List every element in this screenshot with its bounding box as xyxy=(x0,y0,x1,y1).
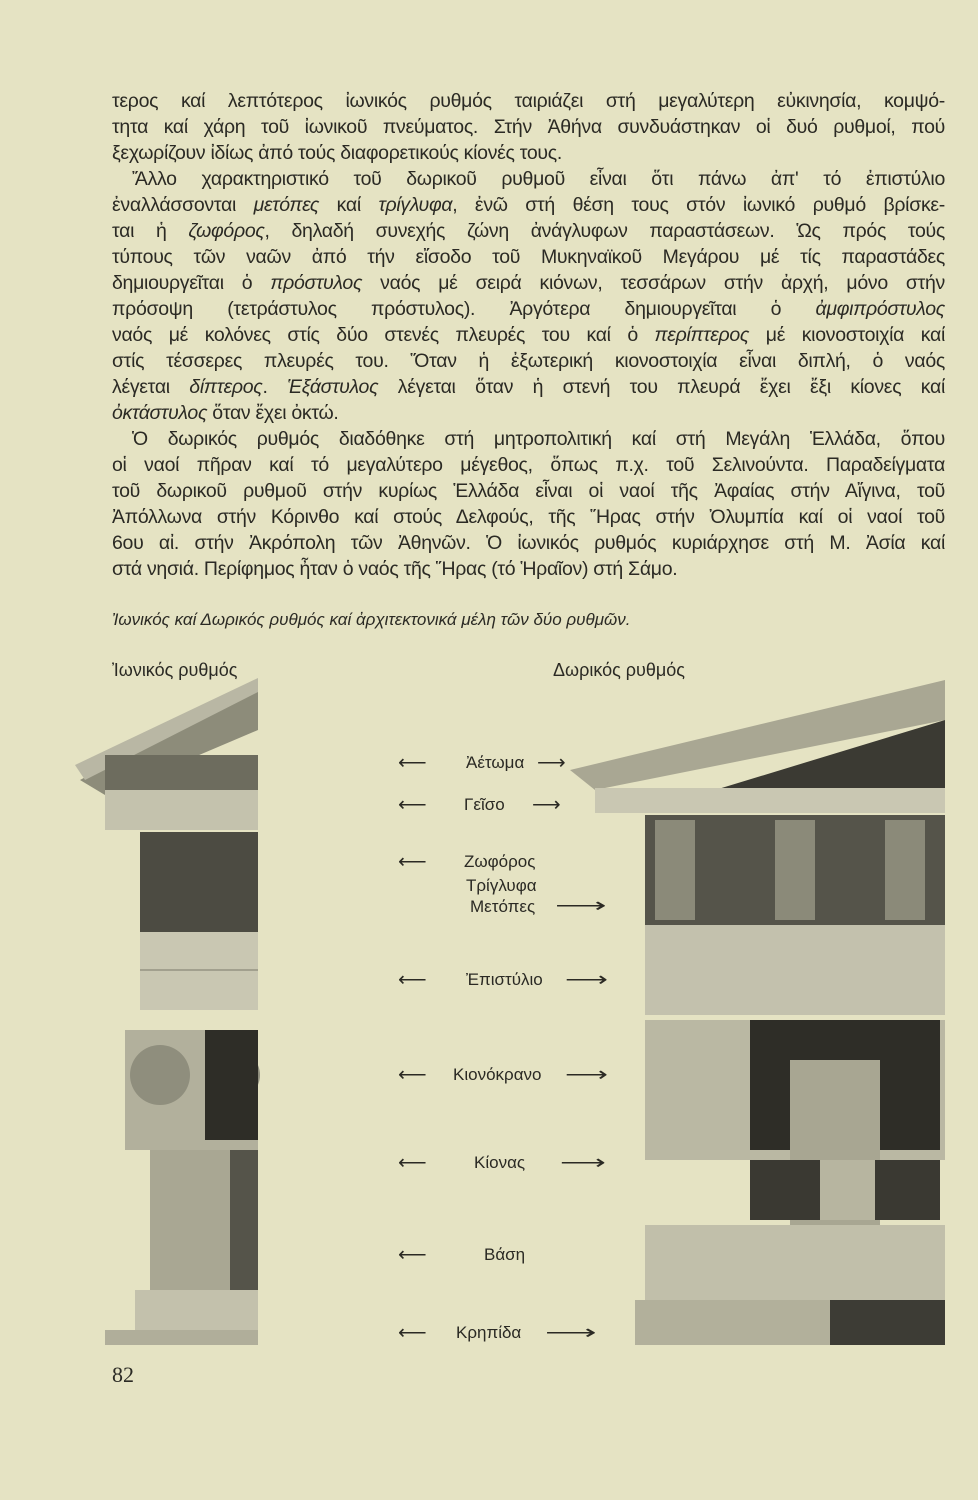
text-segment: μέ κιονοστοιχία καί xyxy=(749,324,945,346)
text-segment: λέγεται xyxy=(112,376,190,398)
text-line xyxy=(112,478,945,504)
text-segment: Ἄλλο χαρακτηριστικό τοῦ δωρικοῦ ρυθμοῦ εἶναι ὅτι πάνω ἀπ' τό ἐπιστύλιο xyxy=(132,168,945,190)
label-text: Ἐπιστύλιο xyxy=(466,970,543,989)
italic-term: περίπτερος xyxy=(654,324,750,346)
label-text: Ζωφόρος xyxy=(464,852,536,871)
ionic-title: Ἰωνικός ρυθμός xyxy=(112,660,238,680)
label-text: Κίονας xyxy=(474,1153,526,1172)
text-segment: τερος καί λεπτότερος ἰωνικός ρυθμός ταιριάζει στή μεγαλύτερη εὐκινησία, κομψό- xyxy=(112,90,945,112)
text-line xyxy=(112,192,945,218)
arrow-right-icon: ⟶ xyxy=(545,1322,597,1344)
arrow-left-icon: ⟵ xyxy=(398,1322,427,1344)
text-line xyxy=(112,296,945,322)
text-segment: τύπους τῶν ναῶν ἀπό τήν εἴσοδο τοῦ Μυκηναϊκοῦ Μεγάρου μέ τίς παραστάδες xyxy=(112,246,945,268)
text-line xyxy=(112,556,945,582)
doric-entablature-image xyxy=(555,680,950,1350)
arrow-right-icon: ⟶ xyxy=(537,752,566,774)
text-line xyxy=(112,374,945,400)
text-segment: καί xyxy=(319,194,379,216)
label-text: Μετόπες xyxy=(470,897,536,916)
italic-term: Ἑξάστυλος xyxy=(287,376,379,398)
text-segment: πρόσοψη (τετράστυλος πρόστυλος). Ἀργότερα δημιουργεῖται ὁ xyxy=(112,298,816,320)
arrow-right-icon: ⟶ xyxy=(532,794,561,816)
label-text: Κιονόκρανο xyxy=(453,1065,542,1084)
italic-term: μετόπες xyxy=(253,194,320,216)
text-segment: ἐναλλάσσονται xyxy=(112,194,254,216)
arrow-left-icon: ⟵ xyxy=(398,969,427,991)
text-segment: τητα καί χάρη τοῦ ἰωνικοῦ πνεύματος. Στήν Ἀθήνα συνδυάστηκαν οἱ δυό ρυθμοί, πού xyxy=(112,116,945,138)
arrow-right-icon: ⟶ xyxy=(555,895,607,917)
arrow-right-icon: ⟶ xyxy=(565,1064,609,1086)
doric-title: Δωρικός ρυθμός xyxy=(553,660,685,680)
text-line xyxy=(112,348,945,374)
text-line xyxy=(112,244,945,270)
text-line xyxy=(112,140,945,166)
label-text: Ἀέτωμα xyxy=(466,753,525,772)
text-segment: στά νησιά. Περίφημος ἦταν ὁ ναός τῆς Ἥρας (τό Ἡραῖον) στή Σάμο. xyxy=(112,558,678,580)
text-segment: 6ου αἰ. στήν Ἀκρόπολη τῶν Ἀθηνῶν. Ὁ ἰωνικός ρυθμός κυριάρχησε στή Μ. Ἀσία καί xyxy=(112,532,945,554)
label-text: Βάση xyxy=(484,1245,526,1264)
text-line xyxy=(112,218,945,244)
text-segment: , ἐνῶ στή θέση τους στόν ἰωνικό ρυθμό βρίσκε- xyxy=(452,194,945,216)
text-line xyxy=(112,88,945,114)
italic-term: τρίγλυφα xyxy=(378,194,453,216)
text-line xyxy=(112,270,945,296)
text-segment: ναός μέ κολόνες στίς δύο στενές πλευρές του καί ὁ xyxy=(112,324,655,346)
arrow-left-icon: ⟵ xyxy=(398,752,427,774)
figure-caption: Ἰωνικός καί Δωρικός ρυθμός καί ἀρχιτεκτονικά μέλη τῶν δύο ρυθμῶν. xyxy=(112,610,631,629)
text-segment: στίς τέσσερες πλευρές του. Ὅταν ἡ ἐξωτερική κιονοστοιχία εἶναι διπλή, ὁ ναός xyxy=(112,350,945,372)
italic-term: δίπτερος xyxy=(189,376,263,398)
text-segment: οἱ ναοί πῆραν καί τό μεγαλύτερο μέγεθος, ὅπως π.χ. τοῦ Σελινούντα. Παραδείγματα xyxy=(112,454,945,476)
arrow-right-icon: ⟶ xyxy=(560,1152,606,1174)
text-line xyxy=(112,530,945,556)
italic-term: ὀκτάστυλος xyxy=(112,402,208,424)
arrow-right-icon: ⟶ xyxy=(565,969,609,991)
arrow-left-icon: ⟵ xyxy=(398,851,427,873)
italic-term: ζωφόρος xyxy=(188,220,265,242)
text-line xyxy=(112,114,945,140)
label-text: Κρηπίδα xyxy=(456,1323,522,1342)
text-line xyxy=(112,322,945,348)
text-segment: ξεχωρίζουν ἰδίως ἀπό τούς διαφορετικούς κίονές τους. xyxy=(112,142,563,164)
italic-term: πρόστυλος xyxy=(270,272,363,294)
text-segment: ται ἡ xyxy=(112,220,189,242)
label-triglyphs: Τρίγλυφα xyxy=(466,876,537,895)
arrow-left-icon: ⟵ xyxy=(398,1244,427,1266)
text-line xyxy=(112,504,945,530)
arrow-left-icon: ⟵ xyxy=(398,1152,427,1174)
text-line xyxy=(112,400,945,426)
text-segment: λέγεται ὅταν ἡ στενή του πλευρά ἔχει ἔξι κίονες καί xyxy=(378,376,945,398)
text-segment: δημιουργεῖται ὁ xyxy=(112,272,271,294)
ionic-entablature-image xyxy=(75,670,265,1350)
page-number: 82 xyxy=(112,1362,134,1387)
text-line xyxy=(132,426,945,452)
text-segment: ναός μέ σειρά κιόνων, τεσσάρων στήν ἀρχή, μόνο στήν xyxy=(362,272,945,294)
text-segment: Ἀπόλλωνα στήν Κόρινθο καί στούς Δελφούς, τῆς Ἥρας στήν Ὀλυμπία καί οἱ ναοί τοῦ xyxy=(112,506,945,528)
text-line xyxy=(132,166,945,192)
arrow-left-icon: ⟵ xyxy=(398,794,427,816)
text-line xyxy=(112,452,945,478)
arrow-left-icon: ⟵ xyxy=(398,1064,427,1086)
text-segment: , δηλαδή συνεχής ζώνη ἀνάγλυφων παραστάσεων. Ὡς πρός τούς xyxy=(264,220,945,242)
italic-term: ἀμφιπρόστυλος xyxy=(815,298,945,320)
label-text: Γεῖσο xyxy=(464,795,505,814)
text-segment: . xyxy=(262,376,288,398)
text-segment: ὅταν ἔχει ὀκτώ. xyxy=(207,402,339,424)
text-segment: Ὁ δωρικός ρυθμός διαδόθηκε στή μητροπολιτική καί στή Μεγάλη Ἑλλάδα, ὅπου xyxy=(132,428,945,450)
text-segment: τοῦ δωρικοῦ ρυθμοῦ στήν κυρίως Ἑλλάδα εἶναι οἱ ναοί τῆς Ἀφαίας στήν Αἴγινα, τοῦ xyxy=(112,480,945,502)
